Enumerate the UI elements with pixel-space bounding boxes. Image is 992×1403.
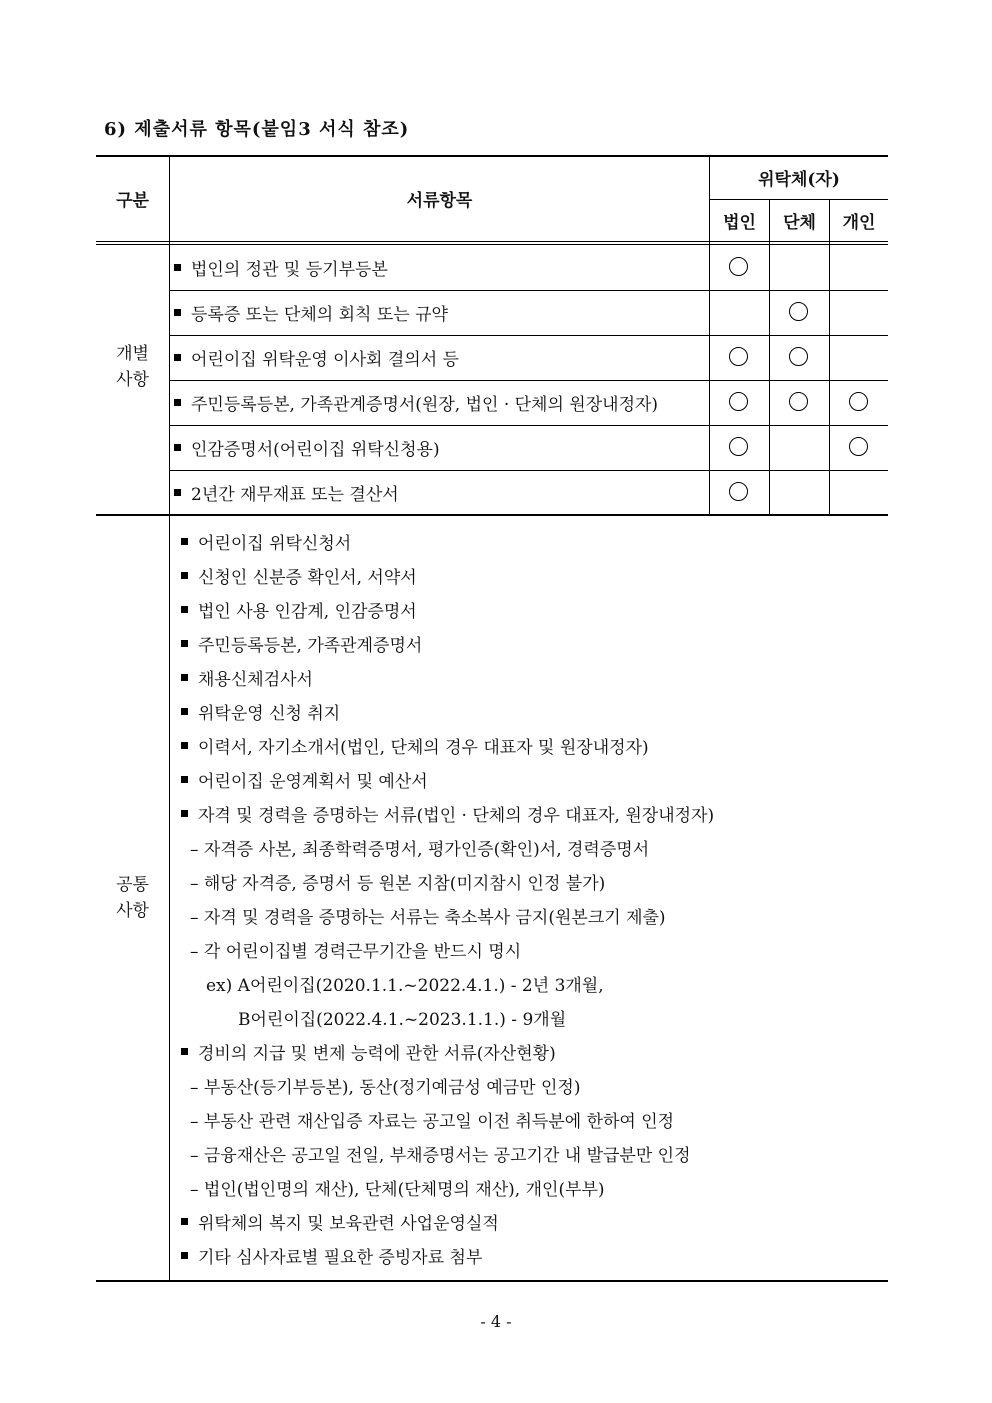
bullet-square-icon <box>181 708 188 715</box>
circle-mark-icon <box>789 347 808 366</box>
bullet-square-icon <box>174 354 181 361</box>
item-text: 주민등록등본, 가족관계증명서 <box>198 635 423 656</box>
page-number: - 4 - <box>480 1312 512 1331</box>
table-row-label <box>174 290 448 335</box>
column-divider <box>169 155 170 1282</box>
common-item <box>181 592 417 626</box>
item-text: 채용신체검사서 <box>198 669 313 690</box>
item-text: – 각 어린이집별 경력근무기간을 반드시 명시 <box>190 941 522 962</box>
common-subitem <box>190 1136 691 1170</box>
item-text: 기타 심사자료별 필요한 증빙자료 첨부 <box>198 1247 483 1268</box>
item-text: 어린이집 위탁신청서 <box>198 533 352 554</box>
item-text: 신청인 신분증 확인서, 서약서 <box>198 567 417 588</box>
document-item: 인감증명서(어린이집 위탁신청용) <box>191 440 440 460</box>
bullet-square-icon <box>174 399 181 406</box>
section-title: 6) 제출서류 항목(붙임3 서식 참조) <box>104 119 410 140</box>
bullet-square-icon <box>181 538 188 545</box>
item-text: – 자격증 사본, 최종학력증명서, 평가인증(확인)서, 경력증명서 <box>190 839 650 860</box>
item-text: 위탁운영 신청 취지 <box>198 703 341 724</box>
bullet-square-icon <box>181 1218 188 1225</box>
common-item <box>181 660 313 694</box>
header-organization: 단체 <box>783 213 816 233</box>
document-item: 어린이집 위탁운영 이사회 결의서 등 <box>191 350 459 370</box>
common-subitem <box>190 1102 674 1136</box>
common-item <box>181 694 340 728</box>
bullet-square-icon <box>181 1252 188 1259</box>
label-line: 사항 <box>116 370 149 390</box>
common-item <box>181 1238 482 1272</box>
common-item <box>181 626 422 660</box>
table-row-label <box>174 245 388 290</box>
circle-mark-icon <box>729 257 748 276</box>
circle-mark-icon <box>849 392 868 411</box>
item-text: – 자격 및 경력을 증명하는 서류는 축소복사 금지(원본크기 제출) <box>190 907 666 928</box>
bullet-square-icon <box>181 1048 188 1055</box>
common-subitem <box>190 1170 605 1204</box>
header-category: 구분 <box>116 191 149 211</box>
label-line: 개별 <box>116 344 149 364</box>
column-divider <box>769 199 770 515</box>
circle-mark-icon <box>729 392 748 411</box>
bullet-square-icon <box>181 742 188 749</box>
common-item <box>181 1204 499 1238</box>
circle-mark-icon <box>789 392 808 411</box>
item-text: – 부동산 관련 재산입증 자료는 공고일 이전 취득분에 한하여 인정 <box>190 1111 675 1132</box>
common-subitem <box>238 1000 566 1034</box>
item-text: ex) A어린이집(2020.1.1.~2022.4.1.) - 2년 3개월, <box>206 975 604 996</box>
item-text: – 법인(법인명의 재산), 단체(단체명의 재산), 개인(부부) <box>190 1179 605 1200</box>
document-item: 법인의 정관 및 등기부등본 <box>191 260 388 280</box>
common-item <box>181 558 417 592</box>
label-line: 공통 <box>116 875 149 895</box>
document-item: 2년간 재무재표 또는 결산서 <box>191 485 399 505</box>
common-subitem <box>190 898 666 932</box>
bullet-square-icon <box>174 309 181 316</box>
document-item: 등록증 또는 단체의 회칙 또는 규약 <box>191 305 448 325</box>
common-item <box>181 728 649 762</box>
bullet-square-icon <box>181 674 188 681</box>
item-text: B어린이집(2022.4.1.~2023.1.1.) - 9개월 <box>238 1009 567 1030</box>
circle-mark-icon <box>849 437 868 456</box>
column-divider <box>829 199 830 515</box>
header-entity-group: 위탁체(자) <box>758 169 840 190</box>
common-item <box>181 796 714 830</box>
common-item <box>181 1034 556 1068</box>
header-corporation: 법인 <box>723 213 756 233</box>
table-bottom-border <box>96 1280 888 1282</box>
circle-mark-icon <box>729 437 748 456</box>
label-line: 사항 <box>116 901 149 921</box>
item-text: 위탁체의 복지 및 보육관련 사업운영실적 <box>198 1213 499 1234</box>
item-text: – 해당 자격증, 증명서 등 원본 지참(미지참시 인정 불가) <box>190 873 606 894</box>
circle-mark-icon <box>729 482 748 501</box>
bullet-square-icon <box>181 606 188 613</box>
common-subitem <box>190 1068 581 1102</box>
document-item: 주민등록등본, 가족관계증명서(원장, 법인 · 단체의 원장내정자) <box>191 395 659 415</box>
individual-items-label <box>96 341 169 393</box>
bullet-square-icon <box>174 264 181 271</box>
item-text: – 부동산(등기부등본), 동산(정기예금성 예금만 인정) <box>190 1077 581 1098</box>
header-individual: 개인 <box>842 213 876 233</box>
common-subitem <box>190 830 649 864</box>
item-text: 어린이집 운영계획서 및 예산서 <box>198 771 428 792</box>
item-text: 이력서, 자기소개서(법인, 단체의 경우 대표자 및 원장내정자) <box>198 737 649 758</box>
common-subitem <box>206 966 604 1000</box>
header-documents: 서류항목 <box>406 191 473 211</box>
common-item <box>181 762 428 796</box>
documents-table <box>96 155 888 1282</box>
item-text: 자격 및 경력을 증명하는 서류(법인 · 단체의 경우 대표자, 원장내정자) <box>198 805 715 826</box>
table-row-label <box>174 470 399 515</box>
common-subitem <box>190 864 605 898</box>
bullet-square-icon <box>174 489 181 496</box>
item-text: – 금융재산은 공고일 전일, 부채증명서는 공고기간 내 발급분만 인정 <box>190 1145 691 1166</box>
common-item <box>181 524 351 558</box>
common-items-label <box>96 872 169 924</box>
circle-mark-icon <box>729 347 748 366</box>
bullet-square-icon <box>181 572 188 579</box>
table-row-label <box>174 425 440 470</box>
bullet-square-icon <box>181 810 188 817</box>
common-subitem <box>190 932 521 966</box>
circle-mark-icon <box>789 302 808 321</box>
item-text: 경비의 지급 및 변제 능력에 관한 서류(자산현황) <box>198 1043 556 1064</box>
table-row-label <box>174 335 459 380</box>
bullet-square-icon <box>181 640 188 647</box>
item-text: 법인 사용 인감계, 인감증명서 <box>198 601 417 622</box>
table-row-label <box>174 380 658 425</box>
bullet-square-icon <box>181 776 188 783</box>
bullet-square-icon <box>174 444 181 451</box>
